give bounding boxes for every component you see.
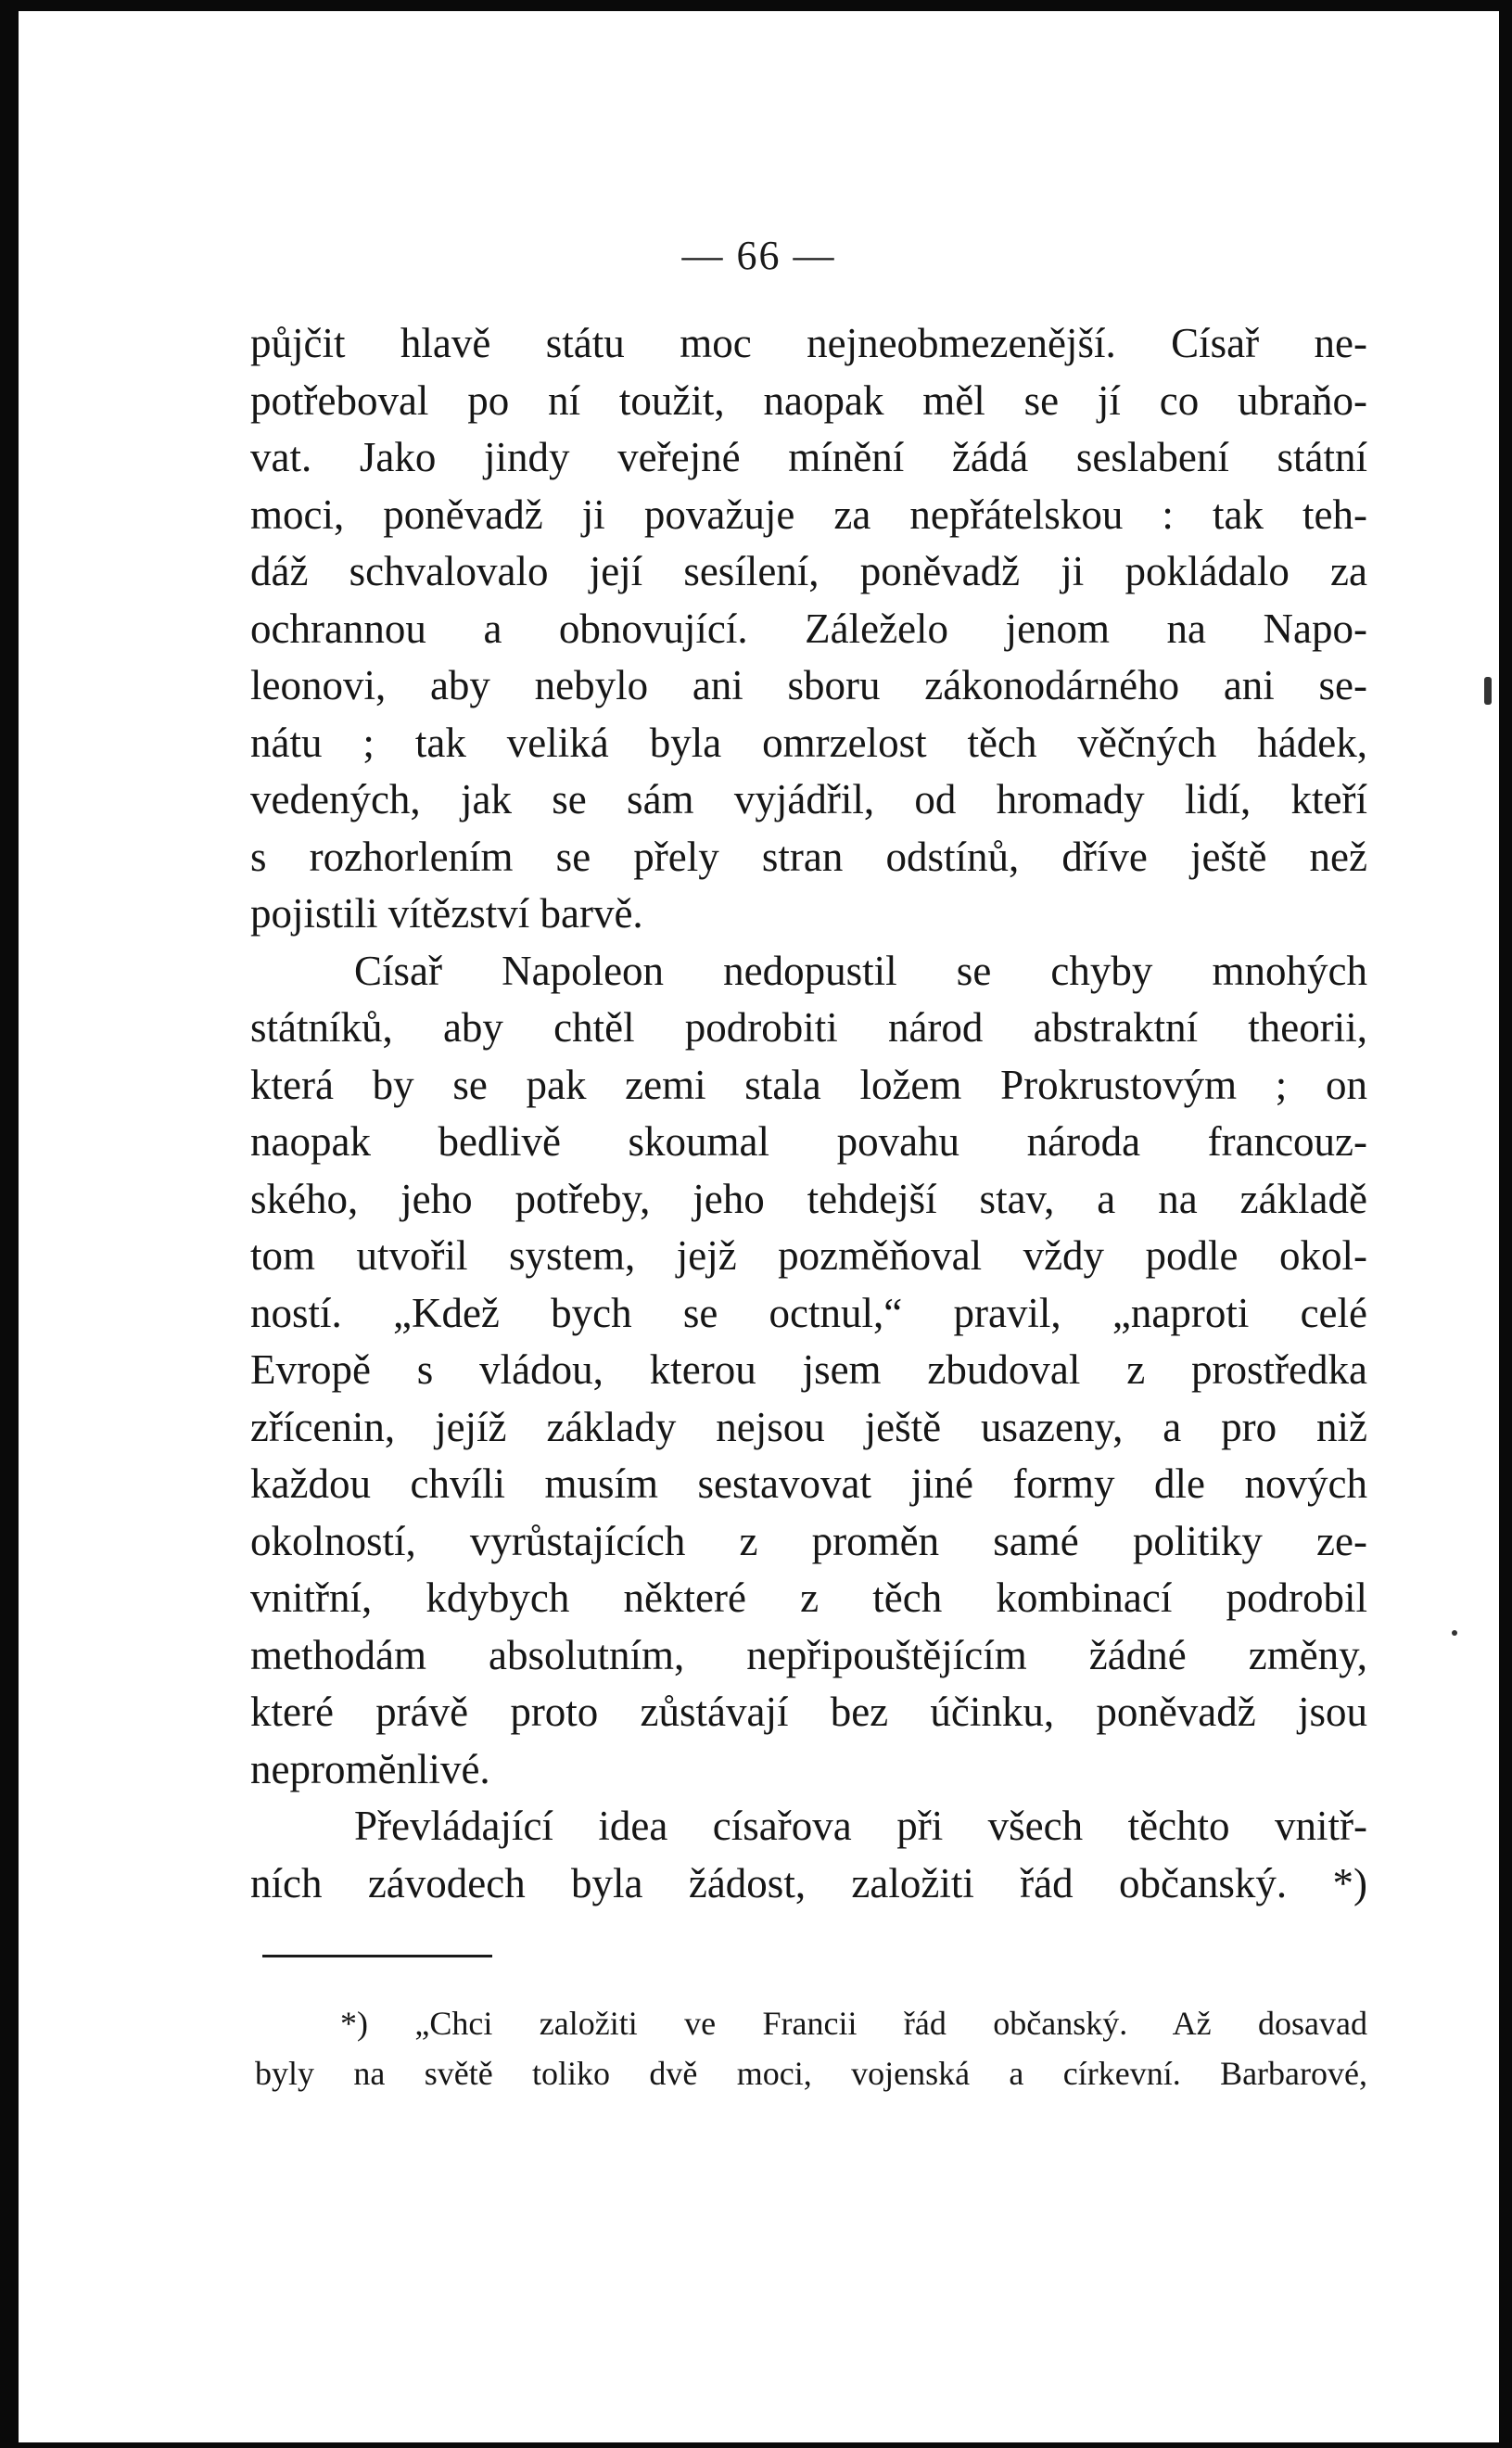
text-line: moci, poněvadž ji považuje za nepřátelskou : tak teh-	[250, 491, 1367, 538]
footnote-line: *) „Chci založiti ve Francii řád občanský. Až dosavad	[340, 2005, 1367, 2042]
text-line: vnitřní, kdybych některé z těch kombinací podrobil	[250, 1575, 1367, 1621]
body-text	[250, 315, 1367, 1912]
text-line: ních závodech byla žádost, založiti řád občanský. *)	[250, 1859, 1367, 1906]
text-line: každou chvíli musím sestavovat jiné formy dle nových	[250, 1460, 1367, 1507]
scan-border-top	[0, 0, 1512, 11]
text-line: která by se pak zemi stala ložem Prokrustovým ; on	[250, 1061, 1367, 1108]
text-line: nepromĕnlivé.	[250, 1745, 490, 1792]
scan-border-left	[0, 0, 19, 2448]
text-line: potřeboval po ní toužit, naopak měl se jí co ubraňo-	[250, 376, 1367, 424]
text-line: vat. Jako jindy veřejné mínění žádá seslabení státní	[250, 434, 1367, 480]
text-line: které právě proto zůstávají bez účinku, poněvadž jsou	[250, 1689, 1367, 1735]
text-line: Evropě s vládou, kterou jsem zbudoval z prostředka	[250, 1346, 1367, 1393]
text-line: ností. „Kdež bych se octnul,“ pravil, „naproti celé	[250, 1289, 1367, 1336]
scan-speck	[1484, 677, 1492, 705]
text-line: okolností, vyrůstajících z proměn samé politiky ze-	[250, 1517, 1367, 1564]
text-line: dáž schvalovalo její sesílení, poněvadž ji pokládalo za	[250, 548, 1367, 594]
text-line: leonovi, aby nebylo ani sboru zákonodárného ani se-	[250, 662, 1367, 708]
text-line: tom utvořil system, jejž pozměňoval vždy podle okol-	[250, 1232, 1367, 1279]
text-line: státníků, aby chtěl podrobiti národ abstraktní theorii,	[250, 1004, 1367, 1051]
footnotes	[255, 1998, 1367, 2098]
text-line: s rozhorlením se přely stran odstínů, dříve ještě než	[250, 833, 1367, 880]
footnote-line: byly na světě toliko dvě moci, vojenská a církevní. Barbarové,	[255, 2055, 1367, 2092]
text-line: vedených, jak se sám vyjádřil, od hromady lidí, kteří	[250, 776, 1367, 822]
text-line: naopak bedlivě skoumal povahu národa francouz-	[250, 1118, 1367, 1165]
page-number: — 66 —	[681, 233, 836, 278]
text-line: ského, jeho potřeby, jeho tehdejší stav, a na základě	[250, 1175, 1367, 1222]
text-line: pojistili vítězství barvě.	[250, 890, 643, 937]
text-line: půjčit hlavě státu moc nejneobmezenější. Císař ne-	[250, 320, 1367, 366]
text-line: nátu ; tak veliká byla omrzelost těch věčných hádek,	[250, 719, 1367, 766]
text-line: Převládající idea císařova při všech těchto vnitř-	[354, 1803, 1367, 1849]
text-line: zřícenin, jejíž základy nejsou ještě usazeny, a pro niž	[250, 1403, 1367, 1450]
footnote-divider	[262, 1955, 492, 1957]
scan-speck	[1452, 1630, 1457, 1636]
text-line: methodám absolutním, nepřipouštějícím žádné změny,	[250, 1631, 1367, 1678]
text-line: ochrannou a obnovující. Záleželo jenom na Napo-	[250, 605, 1367, 652]
text-line: Císař Napoleon nedopustil se chyby mnohých	[354, 947, 1367, 994]
